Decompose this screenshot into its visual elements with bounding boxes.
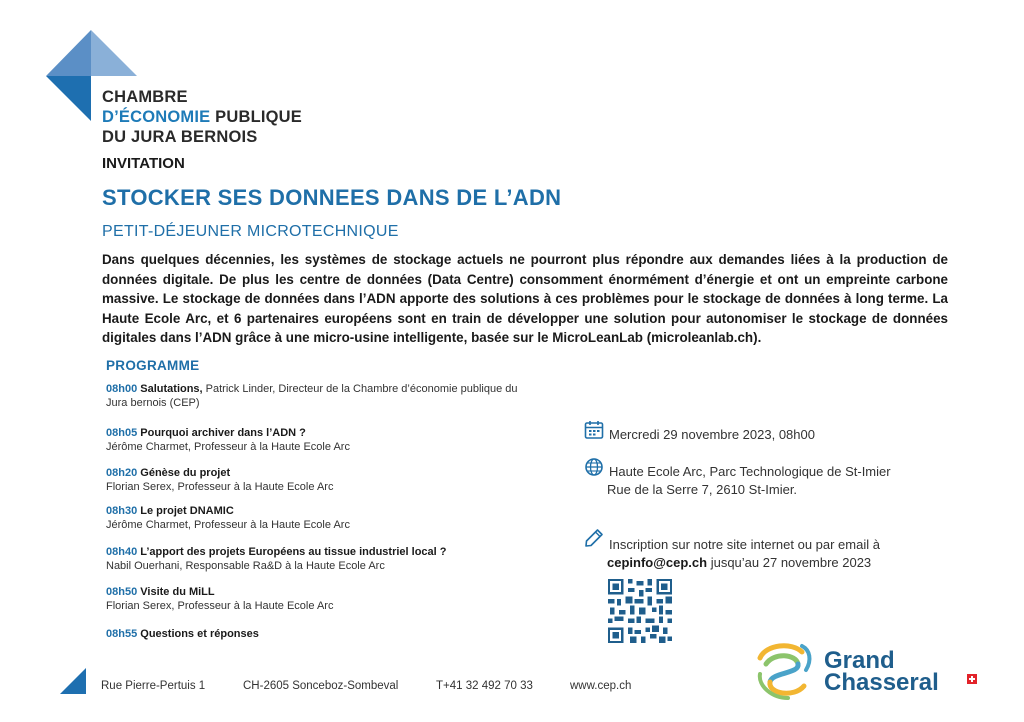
registration-info xyxy=(609,536,880,554)
programme-item xyxy=(106,382,526,410)
programme-time: 08h50 xyxy=(106,586,138,598)
registration-contact xyxy=(607,554,871,572)
programme-topic: Salutations, xyxy=(140,383,203,395)
org-line-2 xyxy=(102,107,302,127)
registration-line: Inscription sur notre site internet ou par email à xyxy=(609,537,880,552)
intro-paragraph: Dans quelques décennies, les systèmes de stockage actuels ne pourront plus répondre aux demandes liées à la production de données digitale. De plus les centre de données (Data Centre) consomment énormément d’énergie et ont un empreinte carbone massive. Le stockage de données dans l’ADN apporte des solutions à ces problèmes pour le stockage de données à long terme. La Haute Ecole Arc, et 6 partenaires européens sont en train de développer une solution pour autonomiser le stockage de données digitales dans l’ADN grâce à une micro-usine intelligente, basée sur le MicroLeanLab (microleanlab.ch). xyxy=(102,252,948,345)
page-subtitle: PETIT-DÉJEUNER MICROTECHNIQUE xyxy=(102,223,399,240)
programme-time: 08h00 xyxy=(106,383,138,395)
programme-heading: PROGRAMME xyxy=(106,358,200,373)
programme-item xyxy=(106,426,526,454)
swiss-flag-icon xyxy=(967,674,977,684)
event-place-address: Rue de la Serre 7, 2610 St-Imier. xyxy=(607,482,798,497)
event-place xyxy=(609,463,891,481)
event-place-line-1: Haute Ecole Arc, Parc Technologique de St-Imier xyxy=(609,464,891,479)
qr-code[interactable] xyxy=(608,579,672,643)
org-line-2-rest: PUBLIQUE xyxy=(210,108,302,126)
programme-time: 08h40 xyxy=(106,546,138,558)
org-line-1: CHAMBRE xyxy=(102,88,188,106)
programme-time: 08h05 xyxy=(106,427,138,439)
partner-name-line-1: Grand xyxy=(824,647,895,674)
programme-speaker: Jérôme Charmet, Professeur à la Haute Ecole Arc xyxy=(106,519,350,531)
programme-topic: Génèse du projet xyxy=(140,467,231,479)
org-highlight: D’ÉCONOMIE xyxy=(102,108,211,126)
org-line-3: DU JURA BERNOIS xyxy=(102,128,258,146)
registration-email-link[interactable]: cepinfo@cep.ch xyxy=(607,555,708,570)
programme-speaker: Jérôme Charmet, Professeur à la Haute Ecole Arc xyxy=(106,441,350,453)
programme-topic: Questions et réponses xyxy=(140,628,259,640)
footer-website[interactable]: www.cep.ch xyxy=(570,680,632,692)
programme-topic: Le projet DNAMIC xyxy=(140,505,234,517)
globe-icon xyxy=(584,457,604,477)
page-title: STOCKER SES DONNEES DANS DE L’ADN xyxy=(102,185,562,210)
programme-topic: L’apport des projets Européens au tissue industriel local ? xyxy=(140,546,447,558)
calendar-icon xyxy=(584,420,604,440)
programme-speaker: Florian Serex, Professeur à la Haute Ecole Arc xyxy=(106,481,334,493)
programme-item xyxy=(106,627,526,641)
programme-item xyxy=(106,466,526,494)
programme-time: 08h20 xyxy=(106,467,138,479)
programme-item xyxy=(106,545,526,573)
event-date: Mercredi 29 novembre 2023, 08h00 xyxy=(609,427,815,442)
programme-speaker: Nabil Ouerhani, Responsable Ra&D à la Haute Ecole Arc xyxy=(106,560,385,572)
programme-speaker: Florian Serex, Professeur à la Haute Ecole Arc xyxy=(106,600,334,612)
partner-name xyxy=(824,647,939,696)
programme-topic: Pourquoi archiver dans l’ADN ? xyxy=(140,427,306,439)
pen-icon xyxy=(584,528,604,548)
programme-speaker: Patrick Linder, Directeur de la Chambre d’économie publique du Jura bernois (CEP) xyxy=(106,383,518,409)
partner-name-line-2: Chasseral xyxy=(824,669,939,696)
cep-footer-logo-icon xyxy=(60,668,86,694)
organization-name xyxy=(102,87,302,147)
programme-time: 08h55 xyxy=(106,628,138,640)
footer-city: CH-2605 Sonceboz-Sombeval xyxy=(243,680,399,692)
grand-chasseral-logo-icon xyxy=(752,640,818,702)
programme-time: 08h30 xyxy=(106,505,138,517)
footer-address: Rue Pierre-Pertuis 1 xyxy=(101,680,206,692)
footer-phone: T+41 32 492 70 33 xyxy=(436,680,533,692)
programme-topic: Visite du MiLL xyxy=(140,586,215,598)
programme-item xyxy=(106,585,526,613)
registration-deadline: jusqu’au 27 novembre 2023 xyxy=(707,555,872,570)
programme-item xyxy=(106,504,526,532)
invitation-label: INVITATION xyxy=(102,155,185,172)
